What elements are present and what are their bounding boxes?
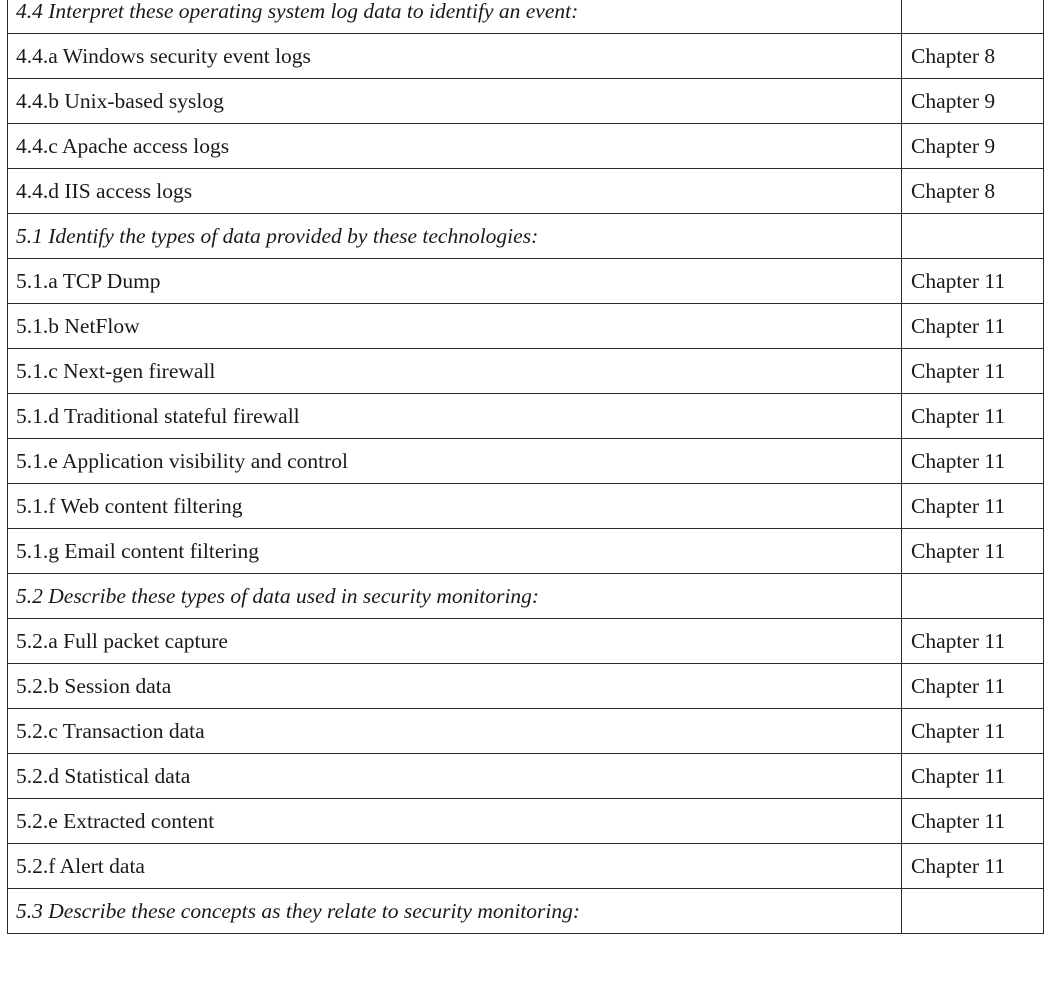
table-row xyxy=(8,394,1044,439)
chapter-cell xyxy=(902,0,1044,34)
chapter-cell: Chapter 9 xyxy=(902,79,1044,124)
chapter-cell: Chapter 11 xyxy=(902,754,1044,799)
chapter-cell: Chapter 11 xyxy=(902,619,1044,664)
objective-cell: 5.2.f Alert data xyxy=(8,844,902,889)
table-row xyxy=(8,34,1044,79)
table-row xyxy=(8,709,1044,754)
section-heading-row xyxy=(8,889,1044,934)
section-heading: 5.2 Describe these types of data used in security monitoring: xyxy=(8,574,902,619)
chapter-cell: Chapter 11 xyxy=(902,664,1044,709)
chapter-cell: Chapter 11 xyxy=(902,709,1044,754)
chapter-cell xyxy=(902,889,1044,934)
table-row xyxy=(8,664,1044,709)
table-row xyxy=(8,259,1044,304)
table-row xyxy=(8,844,1044,889)
chapter-cell: Chapter 11 xyxy=(902,394,1044,439)
objective-cell: 5.2.c Transaction data xyxy=(8,709,902,754)
section-heading-row xyxy=(8,214,1044,259)
objective-cell: 5.2.b Session data xyxy=(8,664,902,709)
section-heading: 4.4 Interpret these operating system log data to identify an event: xyxy=(8,0,902,34)
table-row xyxy=(8,349,1044,394)
table-row xyxy=(8,799,1044,844)
objective-cell: 4.4.b Unix-based syslog xyxy=(8,79,902,124)
objective-cell: 5.1.f Web content filtering xyxy=(8,484,902,529)
exam-objectives-table xyxy=(7,0,1044,934)
objective-cell: 5.1.g Email content filtering xyxy=(8,529,902,574)
table-row xyxy=(8,529,1044,574)
objective-cell: 5.1.c Next-gen firewall xyxy=(8,349,902,394)
objective-cell: 5.2.d Statistical data xyxy=(8,754,902,799)
objective-cell: 5.1.b NetFlow xyxy=(8,304,902,349)
section-heading-row xyxy=(8,0,1044,34)
table-row xyxy=(8,619,1044,664)
chapter-cell: Chapter 11 xyxy=(902,529,1044,574)
table-row xyxy=(8,79,1044,124)
table-row xyxy=(8,304,1044,349)
chapter-cell: Chapter 11 xyxy=(902,304,1044,349)
chapter-cell: Chapter 8 xyxy=(902,34,1044,79)
chapter-cell: Chapter 11 xyxy=(902,484,1044,529)
chapter-cell: Chapter 11 xyxy=(902,349,1044,394)
objective-cell: 4.4.c Apache access logs xyxy=(8,124,902,169)
section-heading: 5.1 Identify the types of data provided by these technologies: xyxy=(8,214,902,259)
table-row xyxy=(8,754,1044,799)
objective-cell: 5.2.a Full packet capture xyxy=(8,619,902,664)
table-row xyxy=(8,169,1044,214)
chapter-cell xyxy=(902,574,1044,619)
objective-cell: 5.1.a TCP Dump xyxy=(8,259,902,304)
chapter-cell: Chapter 9 xyxy=(902,124,1044,169)
chapter-cell: Chapter 11 xyxy=(902,799,1044,844)
chapter-cell: Chapter 11 xyxy=(902,439,1044,484)
objective-cell: 5.1.e Application visibility and control xyxy=(8,439,902,484)
table-body xyxy=(8,0,1044,934)
section-heading-row xyxy=(8,574,1044,619)
chapter-cell: Chapter 11 xyxy=(902,844,1044,889)
objective-cell: 5.1.d Traditional stateful firewall xyxy=(8,394,902,439)
table-row xyxy=(8,439,1044,484)
chapter-cell xyxy=(902,214,1044,259)
objective-cell: 4.4.d IIS access logs xyxy=(8,169,902,214)
objective-cell: 4.4.a Windows security event logs xyxy=(8,34,902,79)
table-row xyxy=(8,484,1044,529)
chapter-cell: Chapter 8 xyxy=(902,169,1044,214)
chapter-cell: Chapter 11 xyxy=(902,259,1044,304)
table-row xyxy=(8,124,1044,169)
objective-cell: 5.2.e Extracted content xyxy=(8,799,902,844)
section-heading: 5.3 Describe these concepts as they relate to security monitoring: xyxy=(8,889,902,934)
